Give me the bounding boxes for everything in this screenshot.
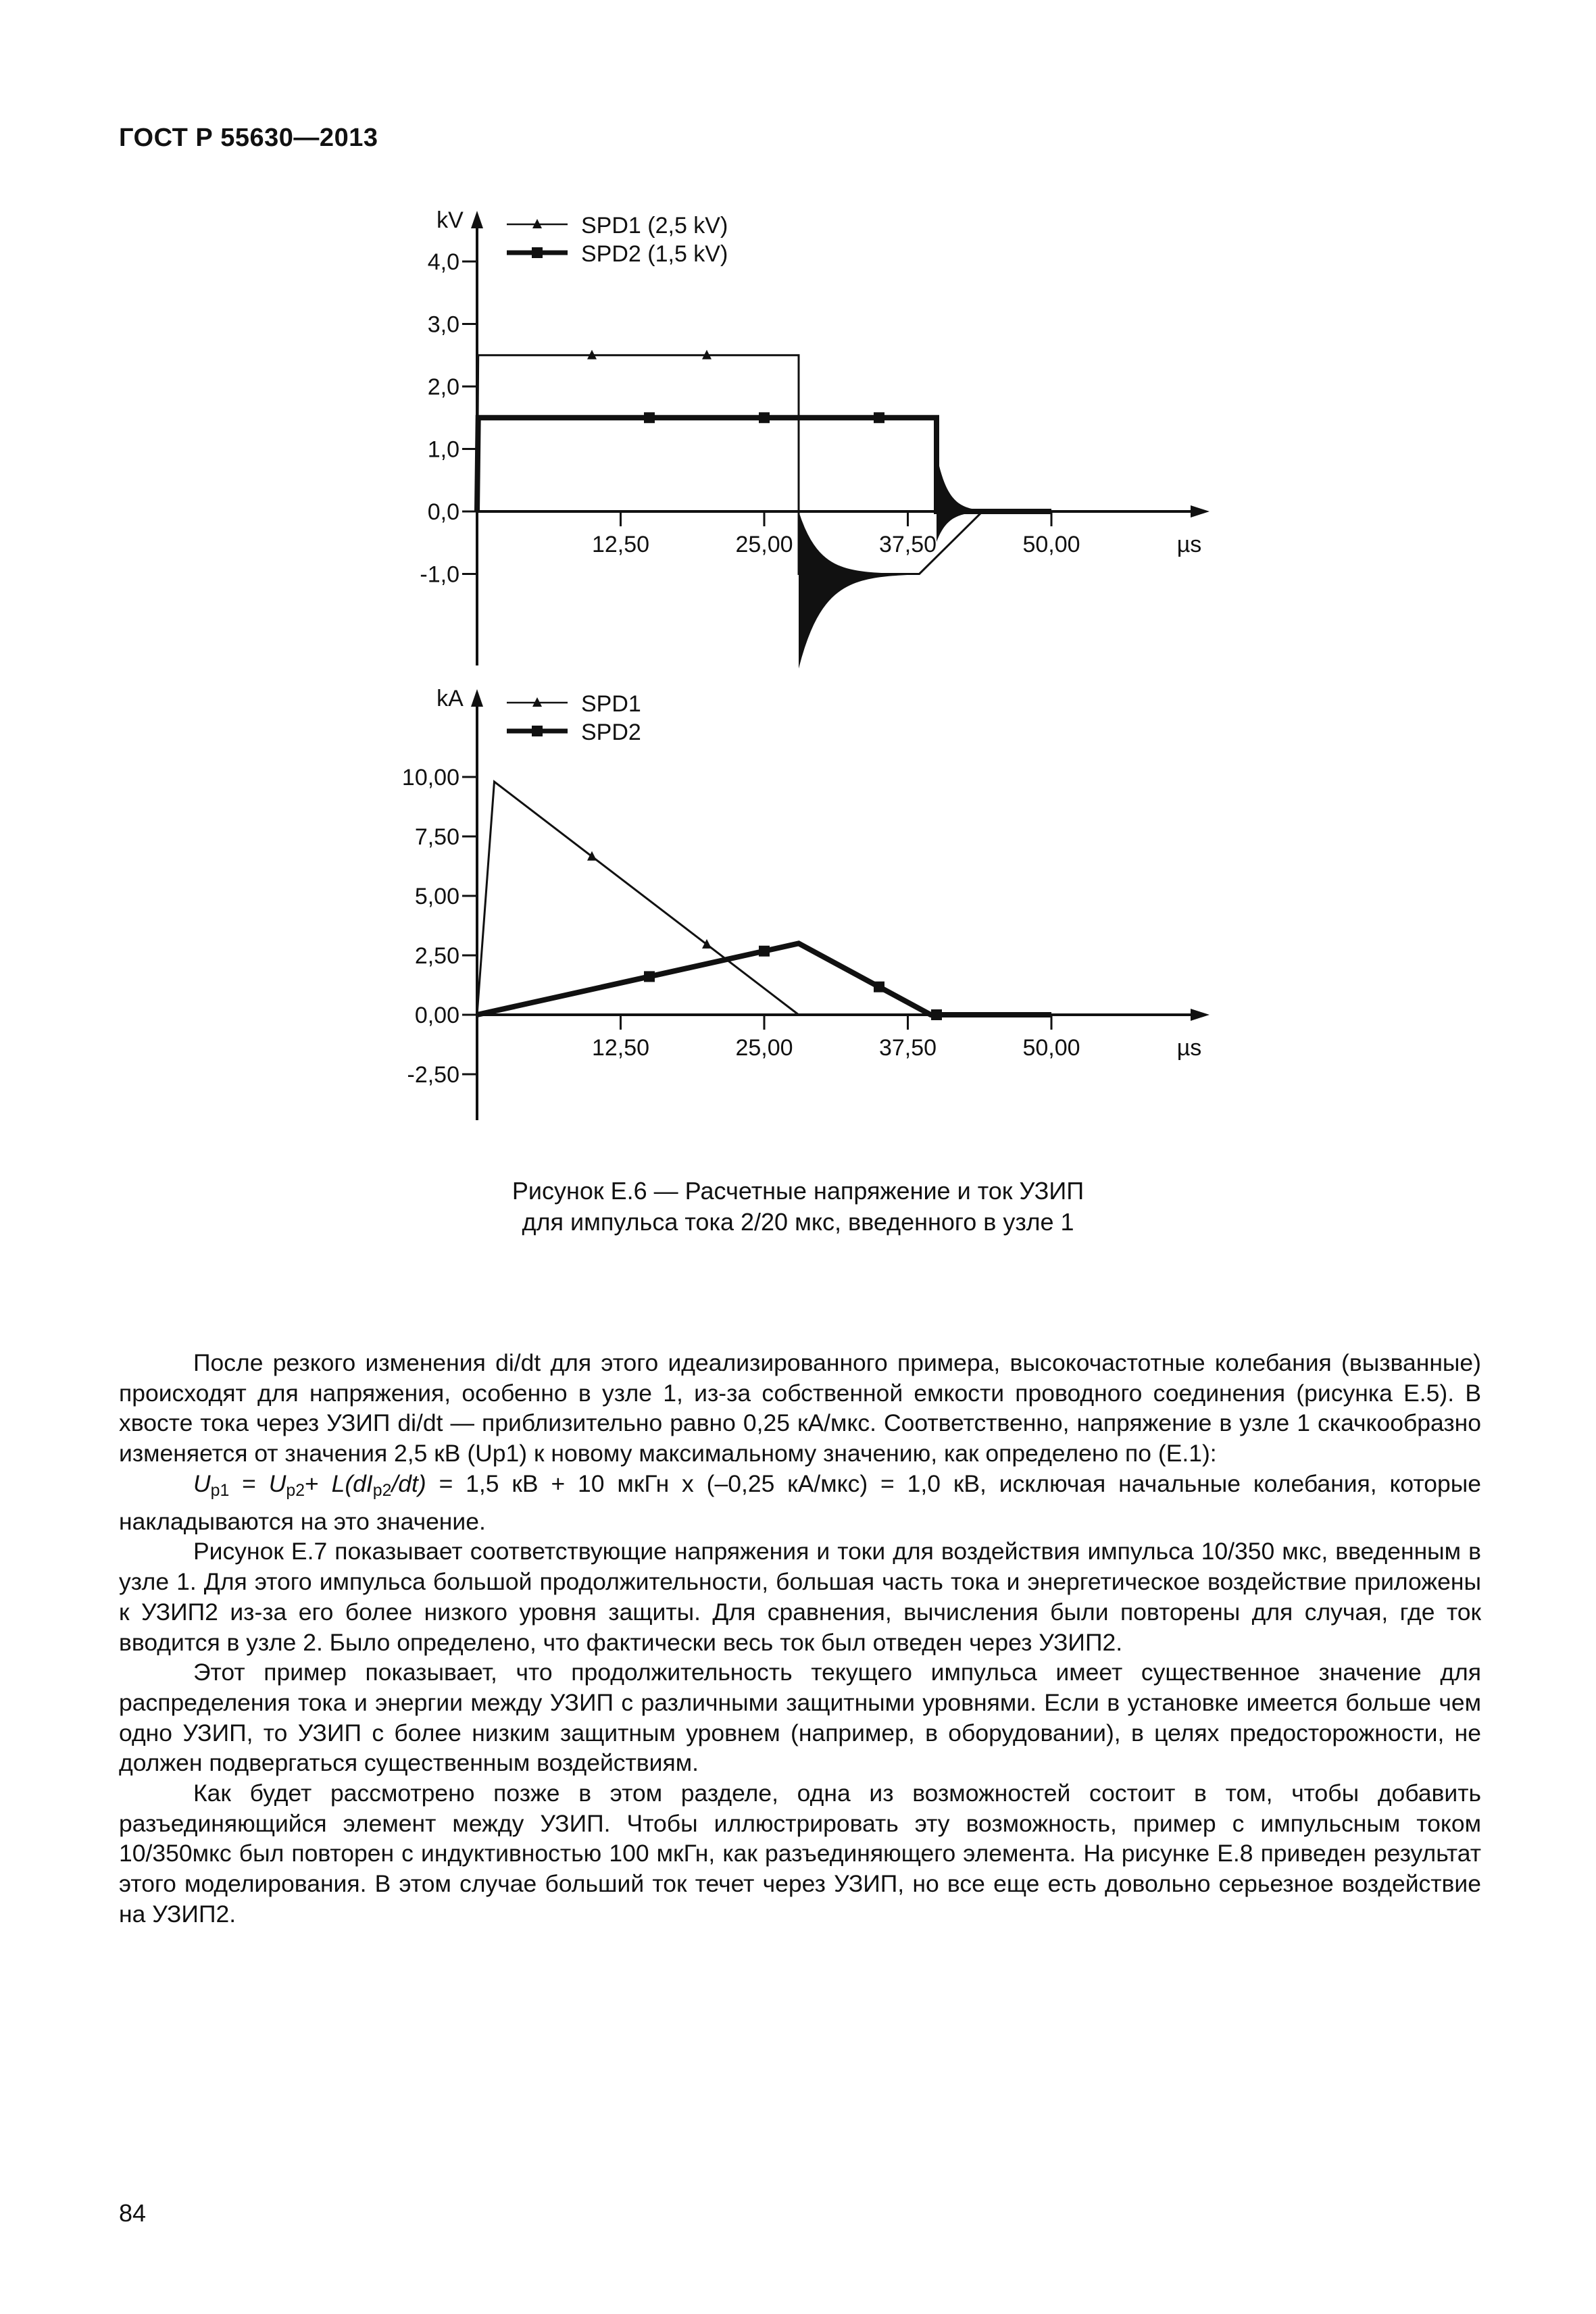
- data-point: [702, 939, 712, 949]
- y-tick-label: 4,0: [427, 249, 459, 275]
- paragraph-4: Как будет рассмотрено позже в этом разделе, одна из возможностей состоит в том, чтобы добавить разъединяющийся элемент между УЗИП. Чтобы иллюстрировать эту возможность, пример с импульсным током 10/350мкс был повторен с индуктивностью 100 мкГн, как разъединяющего элемента. На рисунке Е.8 приведен результат этого моделирования. В этом случае больший ток течет через УЗИП, но все еще есть довольно серьезное воздействие на УЗИП2.: [119, 1780, 1481, 1928]
- formula-u: U: [193, 1469, 211, 1497]
- x-axis-unit-label: µs: [1176, 1035, 1202, 1061]
- x-axis-unit-label: µs: [1176, 532, 1202, 557]
- y-tick-label: 2,50: [414, 943, 459, 969]
- y-tick-label: 5,00: [414, 884, 459, 909]
- legend-label: SPD2: [581, 720, 641, 745]
- formula-close: /dt): [391, 1469, 426, 1497]
- formula-rest: = 1,5 кВ + 10 мкГн x (–0,25 кА/мкс) = 1,0 кВ, исключая начальные колебания, которые накладываются на это значение.: [119, 1469, 1481, 1535]
- figure-caption-line2: для импульса тока 2/20 мкс, введенного в узле 1: [522, 1208, 1074, 1236]
- voltage-chart: [420, 207, 1210, 669]
- y-tick-label: -1,0: [420, 561, 459, 588]
- y-tick-label: 3,0: [427, 311, 459, 338]
- formula-u2: U: [268, 1469, 286, 1497]
- legend-label: SPD1: [581, 691, 641, 717]
- y-axis-arrow: [471, 211, 483, 228]
- formula-sub-p1: p1: [210, 1482, 230, 1501]
- legend-label: SPD1 (2,5 kV): [581, 213, 728, 238]
- paragraph-1: После резкого изменения di/dt для этого идеализированного примера, высокочастотные колебания (вызванные) происходят для напряжения, особенно в узле 1, из-за собственной емкости проводного соединения (рисунка Е.5). В хвосте тока через УЗИП di/dt — приблизительно равно 0,25 кА/мкс. Соответственно, напряжение в узле 1 скачкообразно изменяется от значения 2,5 кВ (Up1) к новому максимальному значению, как определено по (Е.1):: [119, 1349, 1481, 1467]
- formula-sub-p2: p2: [286, 1482, 305, 1501]
- formula-l: L: [331, 1469, 345, 1497]
- formula-sub-p2b: p2: [372, 1482, 392, 1501]
- x-tick-label: 37,50: [878, 532, 937, 557]
- paragraph-2: Рисунок Е.7 показывает соответствующие напряжения и токи для воздействия импульса 10/350 мкс, введенным в узле 1. Для этого импульса большой продолжительности, большая часть тока и энергетическое воздействие приложены к УЗИП2 из-за его более низкого уровня защиты. Для сравнения, вычисления были повторены для случая, где ток вводится в узле 2. Было определено, что фактически весь ток был отведен через УЗИП2.: [119, 1538, 1481, 1656]
- data-point: [759, 412, 770, 423]
- legend-marker: [532, 247, 543, 258]
- x-axis-arrow: [1191, 1009, 1210, 1021]
- legend-label: SPD2 (1,5 kV): [581, 241, 728, 267]
- x-tick-label: 12,50: [591, 532, 650, 557]
- formula-open: (dI: [345, 1469, 373, 1497]
- data-point: [644, 412, 655, 423]
- paragraph-3: Этот пример показывает, что продолжительность текущего импульса имеет существенное значение для распределения тока и энергии между УЗИП с различными защитными уровнями. Если в установке имеется больше чем одно УЗИП, то УЗИП с более низким защитным уровнем (например, в оборудовании), в целях предосторожности, не должен подвергаться существенным воздействиям.: [119, 1659, 1481, 1777]
- y-tick-label: -2,50: [407, 1062, 459, 1088]
- data-point: [931, 1009, 942, 1020]
- document-header: ГОСТ Р 55630—2013: [119, 124, 378, 152]
- y-tick-label: 10,00: [401, 765, 459, 790]
- current-chart: [402, 686, 1210, 1120]
- oscillation-band-spd2: [937, 454, 989, 542]
- x-tick-label: 25,00: [735, 532, 793, 557]
- legend-marker: [532, 726, 543, 736]
- x-tick-label: 37,50: [878, 1035, 937, 1061]
- x-axis-arrow: [1191, 505, 1210, 518]
- x-tick-label: 50,00: [1022, 532, 1080, 557]
- data-point: [587, 851, 597, 861]
- y-axis-unit-label: kA: [437, 686, 464, 711]
- x-tick-label: 12,50: [591, 1035, 650, 1061]
- y-tick-label: 0,0: [427, 499, 459, 525]
- formula-eq: =: [229, 1469, 269, 1497]
- data-point: [644, 971, 655, 982]
- y-axis-unit-label: kV: [437, 207, 464, 233]
- x-tick-label: 50,00: [1022, 1035, 1080, 1061]
- formula-paragraph: [119, 1469, 1481, 1537]
- data-point: [874, 412, 884, 423]
- body-text: [119, 1348, 1481, 1930]
- y-tick-label: 7,50: [414, 824, 459, 850]
- x-tick-label: 25,00: [735, 1035, 793, 1061]
- figure-charts: [0, 0, 1596, 1149]
- formula-plus: +: [305, 1469, 332, 1497]
- page-number: 84: [119, 2199, 147, 2227]
- series-line: [477, 418, 1051, 511]
- y-tick-label: 2,0: [427, 374, 459, 400]
- data-point: [874, 982, 884, 992]
- y-tick-label: 1,0: [427, 436, 459, 463]
- y-tick-label: 0,00: [414, 1003, 459, 1028]
- data-point: [759, 946, 770, 957]
- y-axis-arrow: [471, 689, 483, 707]
- figure-caption-line1: Рисунок Е.6 — Расчетные напряжение и ток УЗИП: [512, 1177, 1084, 1205]
